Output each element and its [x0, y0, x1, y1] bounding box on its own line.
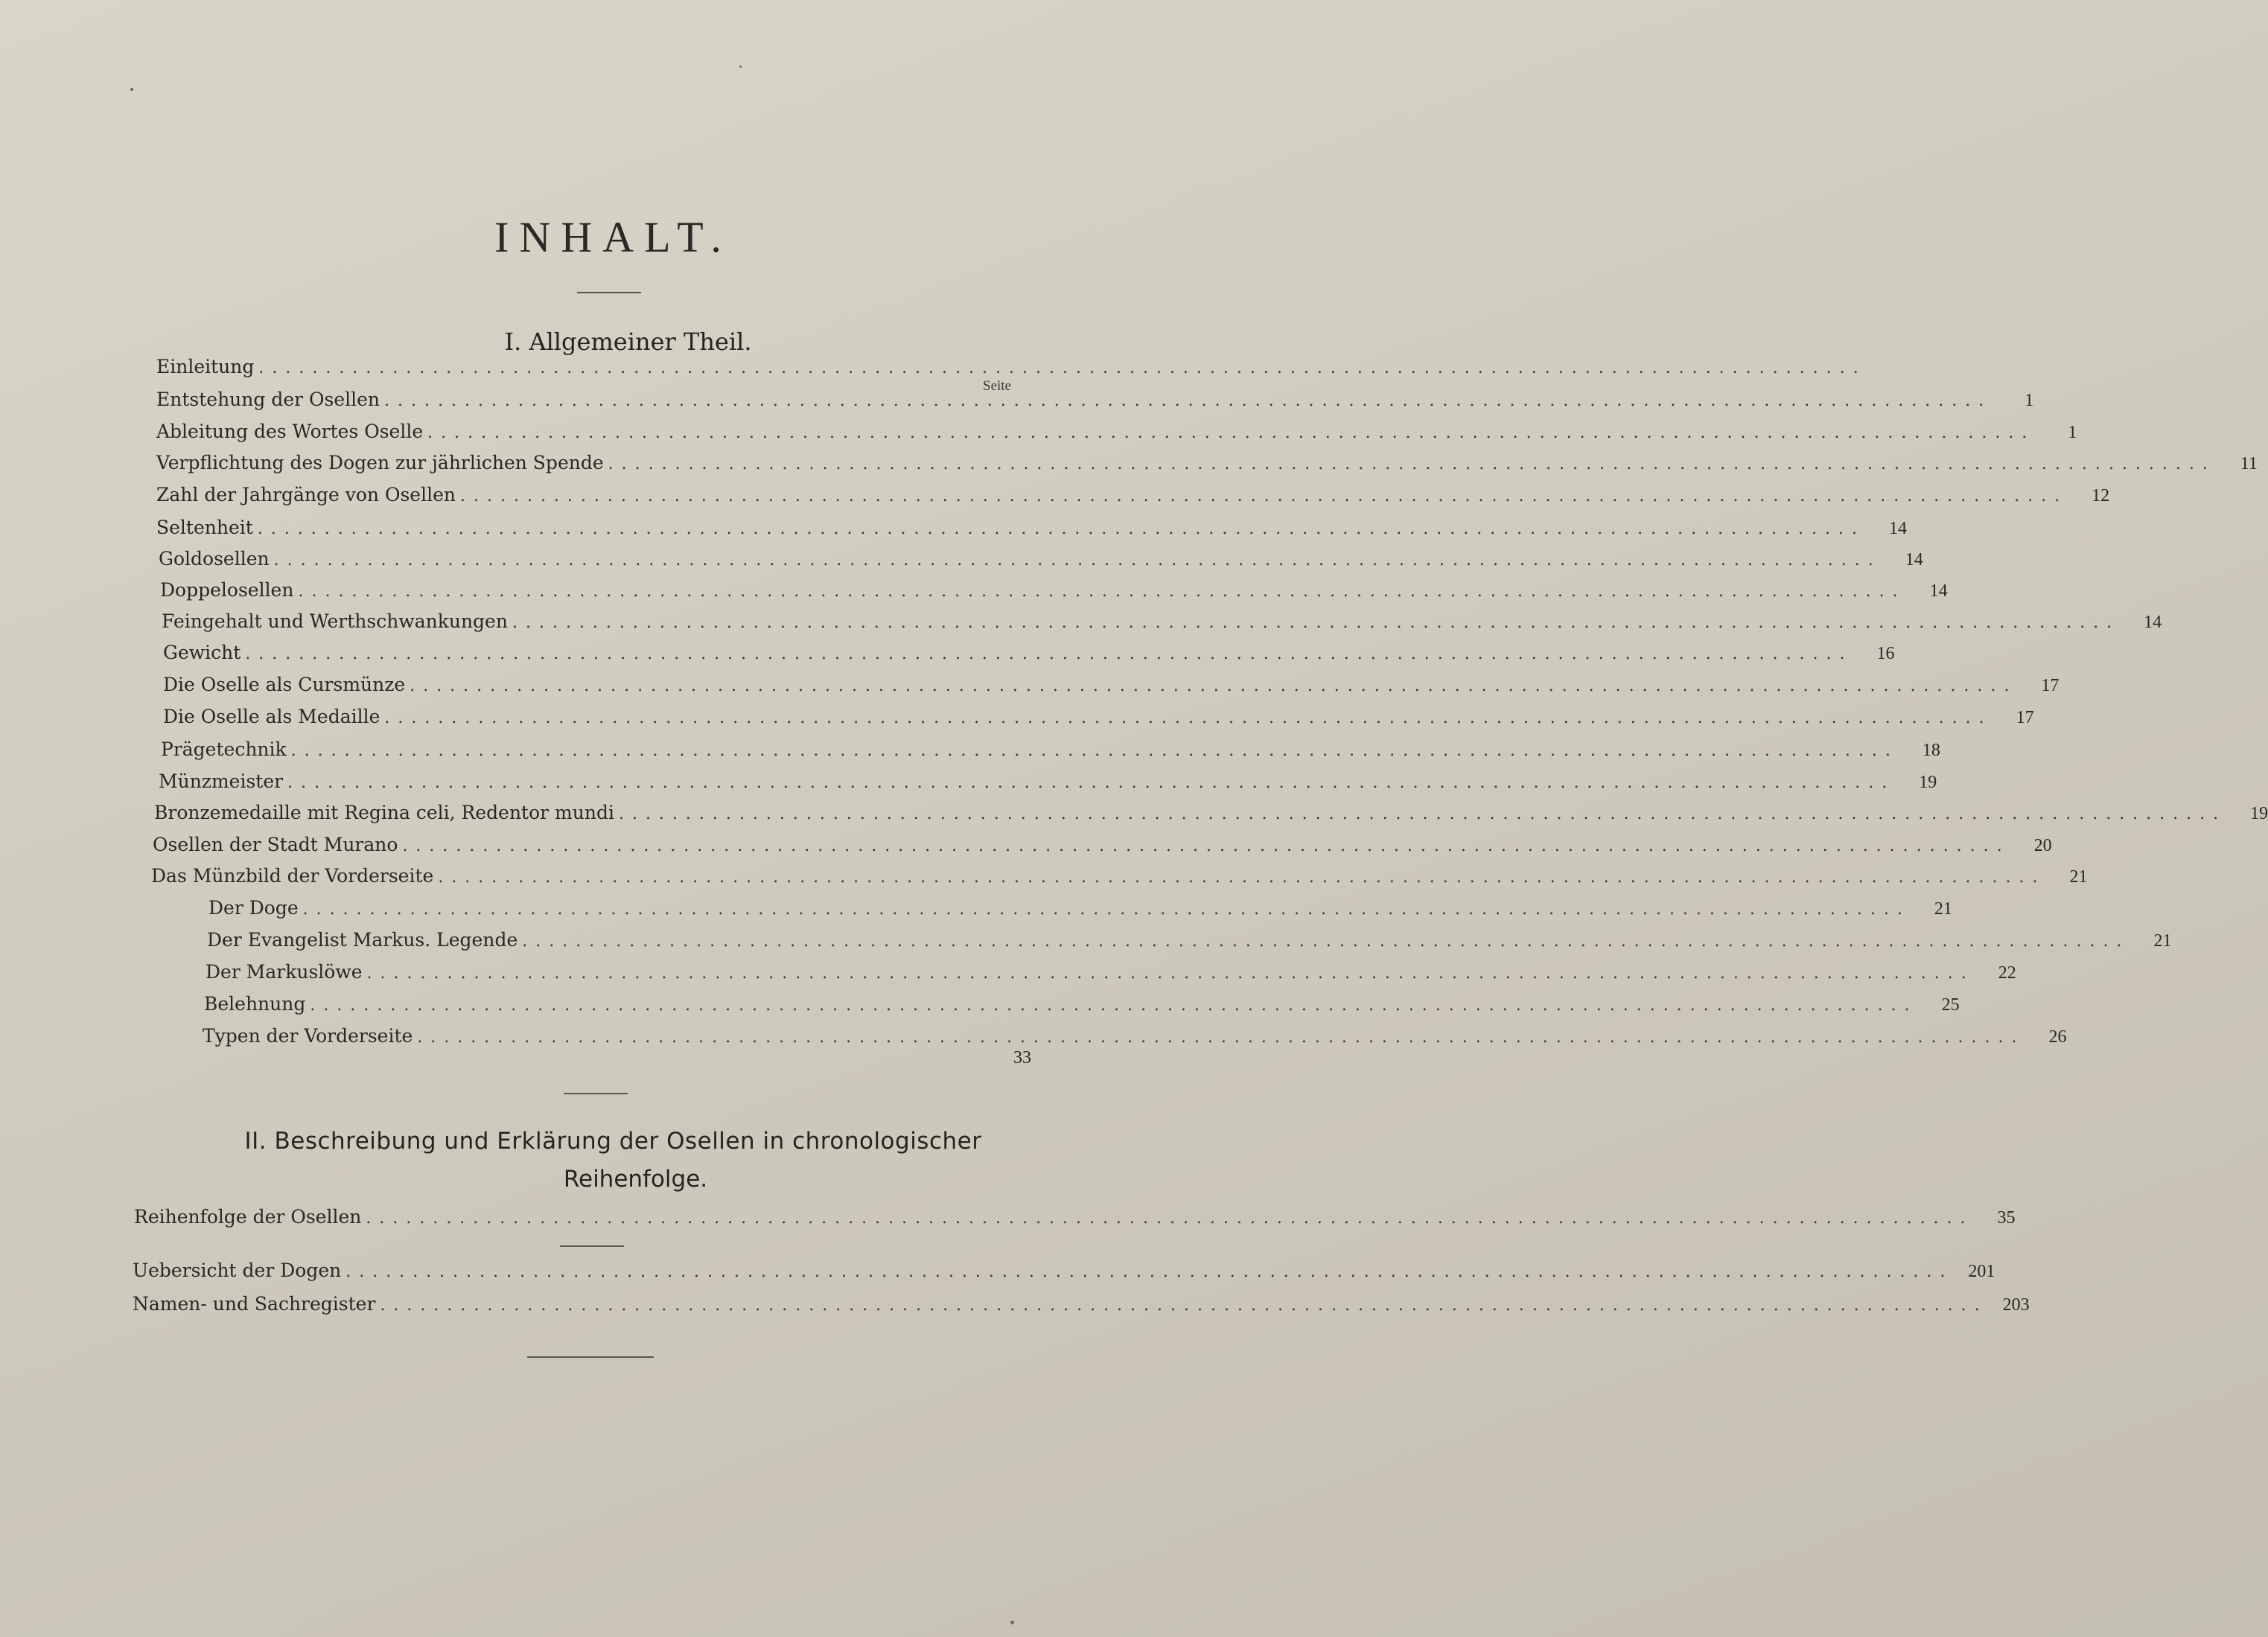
dot-leader: ........................................................................................................................	[310, 996, 1918, 1015]
toc-entry-page-number: 18	[1922, 741, 1940, 760]
toc-entry-page-number: 201	[1968, 1262, 1995, 1281]
toc-entry-label: Osellen der Stadt Murano	[153, 834, 398, 855]
toc-entry	[134, 1206, 2016, 1228]
toc-entry-page-number: 21	[2153, 931, 2172, 951]
toc-entry	[206, 961, 2016, 983]
dot-leader: ........................................................................................................................	[257, 520, 1865, 538]
toc-entry-label: Seltenheit	[156, 517, 253, 538]
dot-leader: ........................................................................................................................	[287, 773, 1896, 792]
toc-entry	[133, 1260, 1995, 1282]
toc-entry-page-number: 19	[1919, 773, 1937, 792]
dot-leader: ........................................................................................................................	[345, 1263, 1954, 1281]
closing-rule	[527, 1356, 654, 1358]
toc-entry	[163, 706, 2034, 728]
toc-entry	[156, 517, 1907, 539]
part1-heading: I. Allgemeiner Theil.	[504, 328, 752, 356]
toc-entry-page-number: 17	[2041, 676, 2060, 695]
toc-entry-label: Ableitung des Wortes Oselle	[156, 421, 424, 442]
toc-entry	[156, 484, 2110, 506]
dot-leader: ........................................................................................................................	[384, 709, 1993, 727]
toc-entry-page-number: 35	[1997, 1208, 2016, 1228]
dot-leader: ........................................................................................................................	[512, 613, 2121, 632]
dot-leader: ........................................................................................................................	[417, 1028, 2025, 1047]
toc-entry-page-number: 26	[2048, 1027, 2067, 1047]
dot-leader: ........................................................................................................................	[302, 900, 1911, 919]
toc-entry-label: Verpflichtung des Dogen zur jährlichen Spende	[156, 452, 604, 473]
toc-entry	[204, 993, 1960, 1015]
part2-heading-line1: II. Beschreibung und Erklärung der Osellen in chronologischer	[244, 1128, 982, 1155]
toc-entry-page-number: 25	[1941, 995, 1960, 1015]
title-divider	[577, 292, 641, 293]
page-title: INHALT.	[494, 213, 732, 261]
dot-leader: ........................................................................................................................	[258, 359, 1867, 377]
toc-entry-label: Doppelosellen	[160, 579, 294, 601]
toc-entry-page-number: 1	[2025, 391, 2034, 410]
toc-entry-page-number: 17	[2016, 708, 2034, 727]
dot-leader: ........................................................................................................................	[618, 805, 2227, 823]
part2-heading-line2: Reihenfolge.	[563, 1166, 708, 1193]
paper-speck	[739, 66, 742, 68]
toc-entry-page-number: 14	[1905, 550, 1923, 569]
toc-entry-page-number: 1	[2068, 423, 2077, 442]
toc-entry-label: Namen- und Sachregister	[133, 1293, 376, 1315]
toc-entry	[154, 802, 2268, 824]
toc-entry-label: Die Oselle als Cursmünze	[163, 674, 406, 695]
toc-entry-page-number: 22	[1998, 963, 2016, 983]
dot-leader: ........................................................................................................................	[366, 964, 1975, 983]
toc-entry-page-number: 16	[1876, 644, 1895, 663]
paper-speck	[130, 88, 133, 91]
toc-entry-label: Belehnung	[204, 993, 306, 1015]
toc-entry	[203, 1025, 2067, 1047]
dot-leader: ........................................................................................................................	[380, 1296, 1988, 1315]
toc-entry	[207, 929, 2172, 951]
toc-entry	[160, 579, 1948, 601]
toc-entry-page-number: 14	[1929, 581, 1948, 601]
dot-leader: ........................................................................................................................	[608, 455, 2216, 473]
dot-leader: ........................................................................................................................	[273, 551, 1882, 569]
toc-entry	[151, 865, 2088, 887]
dot-leader: ........................................................................................................................	[290, 741, 1899, 760]
dot-leader: ........................................................................................................................	[402, 837, 2010, 855]
toc-entry-page-number: 21	[1934, 899, 1952, 919]
seite-label: Seite	[983, 378, 1011, 394]
dot-leader: ........................................................................................................................	[438, 868, 2046, 887]
toc-entry-label: Der Evangelist Markus. Legende	[207, 929, 518, 951]
part1-divider	[564, 1093, 628, 1094]
toc-entry	[159, 770, 1937, 793]
dot-leader: ........................................................................................................................	[384, 392, 1993, 410]
dot-leader: ........................................................................................................................	[427, 424, 2036, 442]
toc-entry-label: Reihenfolge der Osellen	[134, 1206, 362, 1228]
toc-entry-label: Das Münzbild der Vorderseite	[151, 865, 434, 887]
toc-entry	[159, 548, 1923, 570]
toc-entry-label: Münzmeister	[159, 770, 284, 792]
toc-entry	[133, 1293, 2030, 1315]
toc-entry-label: Der Doge	[208, 897, 299, 919]
toc-entry-label: Gewicht	[163, 642, 241, 663]
toc-entry-label: Feingehalt und Werthschwankungen	[162, 610, 508, 632]
toc-entry-label: Uebersicht der Dogen	[133, 1260, 342, 1281]
toc-entry-label: Entstehung der Osellen	[156, 389, 380, 410]
part2-divider	[560, 1245, 624, 1247]
toc-entry-label: Bronzemedaille mit Regina celi, Redentor mundi	[154, 802, 614, 823]
toc-entry	[153, 834, 2052, 856]
toc-entry-page-number: 14	[2144, 613, 2162, 632]
toc-entry-page-number: 14	[1889, 519, 1907, 538]
toc-entry-page-number: 21	[2069, 867, 2088, 887]
toc-entry	[162, 610, 2162, 633]
dot-leader: ........................................................................................................................	[410, 677, 2018, 695]
toc-entry-label: Prägetechnik	[161, 738, 287, 760]
toc-entry-page-number: 12	[2092, 486, 2110, 505]
toc-entry	[208, 897, 1952, 919]
dot-leader: ........................................................................................................................	[298, 582, 1906, 601]
dot-leader: ........................................................................................................................	[459, 487, 2068, 505]
toc-entry-label: Zahl der Jahrgänge von Osellen	[156, 484, 456, 505]
toc-entry	[163, 642, 1895, 664]
toc-entry-label: Einleitung	[156, 356, 255, 377]
toc-entry	[163, 674, 2060, 696]
toc-entry	[156, 389, 2034, 411]
toc-entry-label: Typen der Vorderseite	[203, 1025, 413, 1047]
toc-entry-page-number: 20	[2033, 836, 2052, 855]
dot-leader: ........................................................................................................................	[366, 1209, 1974, 1228]
toc-entry-page-number: 203	[2002, 1295, 2030, 1315]
dot-leader: ........................................................................................................................	[245, 645, 1853, 663]
toc-entry-page-number: 11	[2240, 454, 2258, 473]
toc-entry	[156, 421, 2077, 443]
toc-entry-label: Goldosellen	[159, 548, 270, 569]
toc-entry-label: Der Markuslöwe	[206, 961, 363, 983]
toc-extra-page-number: 33	[1013, 1048, 1031, 1068]
toc-entry	[156, 356, 1867, 377]
toc-entry	[161, 738, 1940, 761]
toc-entry-label: Die Oselle als Medaille	[163, 706, 380, 727]
toc-entry-page-number: 19	[2250, 804, 2268, 823]
toc-entry	[156, 452, 2258, 474]
dot-leader: ........................................................................................................................	[522, 932, 2130, 951]
paper-speck	[1010, 1621, 1014, 1624]
